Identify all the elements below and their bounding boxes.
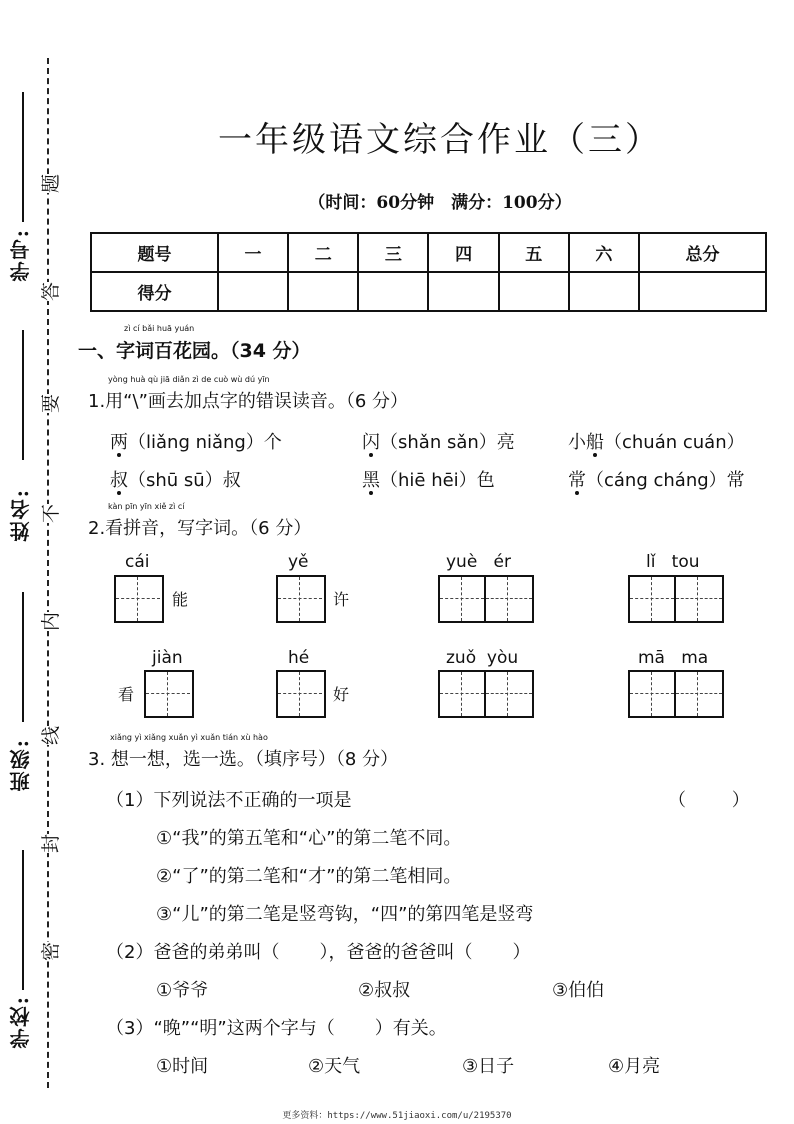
q3-pinyin: xiǎng yì xiǎng xuǎn yì xuǎn tián xù hào — [110, 733, 268, 742]
grid-char: 能 — [172, 590, 189, 609]
page-title: 一年级语文综合作业（三） — [218, 120, 662, 160]
q2-title: 2.看拼音，写字词。（6 分） — [88, 518, 312, 539]
grid-pinyin: jiàn — [152, 648, 183, 668]
q1-pinyin: yòng huà qù jiā diǎn zì de cuò wù dú yīn — [108, 375, 270, 384]
q3-sub1-option: ①“我”的第五笔和“心”的第二笔不同。 — [156, 828, 462, 849]
seal-char: 题 — [36, 174, 63, 193]
q1-item: 常（cáng cháng）常 — [568, 470, 745, 491]
seal-char: 线 — [36, 726, 63, 745]
seal-char: 要 — [36, 394, 63, 413]
q3-sub2-option: ③伯伯 — [552, 980, 605, 1001]
section1-title: 一、字词百花园。（34 分） — [78, 340, 311, 362]
name-label: 姓名: — [9, 488, 33, 542]
seal-char: 内 — [36, 612, 63, 631]
score-cell[interactable] — [639, 272, 766, 311]
table-header-cell: 二 — [288, 233, 358, 272]
table-header-cell: 六 — [569, 233, 639, 272]
table-header-cell: 四 — [428, 233, 498, 272]
score-table — [90, 232, 767, 312]
writing-grid[interactable] — [628, 575, 724, 623]
q3-sub3-option: ③日子 — [462, 1056, 515, 1077]
seal-char: 封 — [36, 834, 63, 853]
q3-title: 3. 想一想，选一选。（填序号）（8 分） — [88, 749, 399, 770]
grid-char: 许 — [333, 590, 350, 609]
score-cell[interactable] — [358, 272, 428, 311]
class-label: 班级: — [9, 738, 33, 792]
exam-info: （时间：60分钟 满分：100分） — [308, 193, 572, 213]
q3-sub3-option: ④月亮 — [608, 1056, 661, 1077]
score-row-label: 得分 — [91, 272, 218, 311]
grid-pinyin: hé — [288, 648, 310, 668]
q3-sub3-option: ②天气 — [308, 1056, 361, 1077]
writing-grid[interactable] — [438, 575, 534, 623]
grid-pinyin: lǐ tou — [646, 552, 700, 572]
class-writing-line — [22, 592, 24, 722]
q3-sub3-question: （3）“晚”“明”这两个字与（ ）有关。 — [106, 1018, 447, 1039]
emphasis-dot — [593, 453, 597, 457]
writing-grid[interactable] — [438, 670, 534, 718]
q3-sub1-question: （1）下列说法不正确的一项是 — [106, 790, 352, 811]
writing-grid[interactable] — [628, 670, 724, 718]
emphasis-dot — [575, 491, 579, 495]
school-writing-line — [22, 850, 24, 990]
grid-pinyin: yě — [288, 552, 309, 572]
q3-sub2-option: ①爷爷 — [156, 980, 209, 1001]
q1-item: 小船（chuán cuán） — [568, 432, 745, 453]
writing-grid[interactable] — [276, 575, 326, 623]
seal-char: 密 — [36, 942, 63, 961]
q3-sub1-option: ②“了”的第二笔和“才”的第二笔相同。 — [156, 866, 462, 887]
q3-sub3-option: ①时间 — [156, 1056, 209, 1077]
grid-pinyin: zuǒ yòu — [446, 648, 519, 668]
table-header-cell: 五 — [499, 233, 569, 272]
q3-sub1-option: ③“儿”的第二笔是竖弯钩，“四”的第四笔是竖弯 — [156, 904, 534, 925]
score-table-header-row — [91, 233, 766, 272]
student-id-label: 学号: — [9, 228, 33, 282]
school-label: 学校: — [9, 995, 33, 1049]
q3-sub2-option: ②叔叔 — [358, 980, 411, 1001]
q3-sub2-question: （2）爸爸的弟弟叫（ ），爸爸的爸爸叫（ ） — [106, 942, 531, 963]
table-header-cell: 总分 — [639, 233, 766, 272]
name-writing-line — [22, 330, 24, 460]
emphasis-dot — [369, 491, 373, 495]
q1-item: 闪（shǎn sǎn）亮 — [362, 432, 515, 453]
grid-pinyin: cái — [125, 552, 150, 572]
section1-pinyin: zì cí bǎi huā yuán — [124, 324, 195, 333]
score-cell[interactable] — [499, 272, 569, 311]
score-cell[interactable] — [569, 272, 639, 311]
table-header-cell: 一 — [218, 233, 288, 272]
seal-char: 不 — [36, 504, 63, 523]
table-header-cell: 题号 — [91, 233, 218, 272]
q1-item: 两（liǎng niǎng）个 — [110, 432, 282, 453]
grid-pinyin: yuè ér — [446, 552, 511, 572]
seal-char: 答 — [36, 282, 63, 301]
score-cell[interactable] — [218, 272, 288, 311]
score-cell[interactable] — [288, 272, 358, 311]
writing-grid[interactable] — [276, 670, 326, 718]
q1-title: 1.用“\”画去加点字的错误读音。（6 分） — [88, 391, 409, 412]
answer-paren[interactable]: （ ） — [668, 790, 750, 811]
grid-char: 好 — [333, 685, 350, 704]
writing-grid[interactable] — [114, 575, 164, 623]
emphasis-dot — [117, 453, 121, 457]
q1-item: 叔（shū sū）叔 — [110, 470, 241, 491]
footer-source: 更多资料：https://www.51jiaoxi.com/u/2195370 — [282, 1111, 512, 1121]
emphasis-dot — [369, 453, 373, 457]
grid-pinyin: mā ma — [638, 648, 709, 668]
q2-pinyin: kàn pīn yīn xiě zì cí — [108, 502, 185, 511]
grid-char: 看 — [118, 685, 135, 704]
q1-item: 黑（hiē hēi）色 — [362, 470, 495, 491]
score-table-score-row — [91, 272, 766, 311]
score-cell[interactable] — [428, 272, 498, 311]
emphasis-dot — [117, 491, 121, 495]
writing-grid[interactable] — [144, 670, 194, 718]
table-header-cell: 三 — [358, 233, 428, 272]
